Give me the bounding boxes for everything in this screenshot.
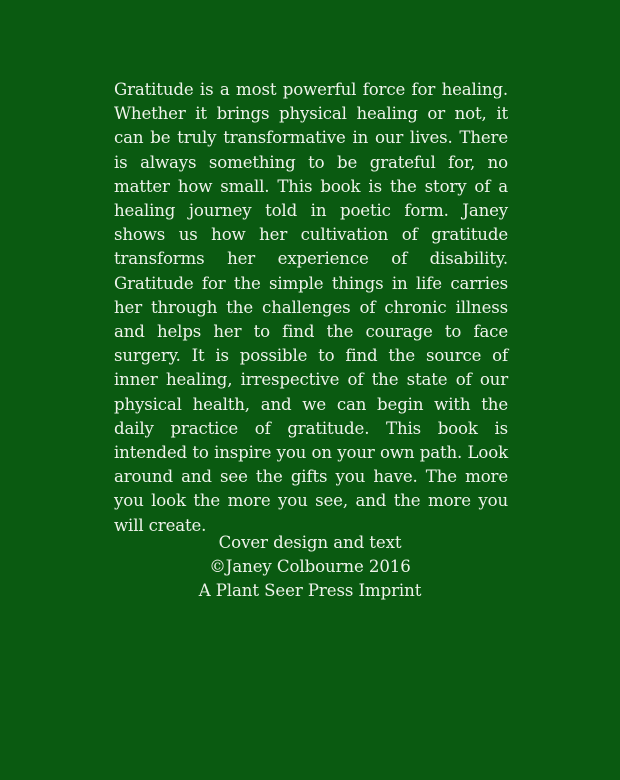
blurb-paragraph: Gratitude is a most powerful force for healing. Whether it brings physical healing or not, it can be truly transformative in our lives. There is always something to be grateful for, no matter how small. This book is the story of a healing journey told in poetic form. Janey shows us how her cultivation of gratitude transforms her experience of disability. Gratitude for the simple things in life carries her through the challenges of chronic illness and helps her to find the courage to face surgery. It is possible to find the source of inner healing, irrespective of the state of our physical health, and we can begin with the daily practice of gratitude. This book is intended to inspire you on your own path. Look around and see the gifts you have. The more you look the more you see, and the more you will create. bbox=[114, 80, 508, 535]
credits-block bbox=[0, 531, 620, 604]
credit-cover-design: Cover design and text bbox=[218, 533, 402, 552]
credit-copyright: ©Janey Colbourne 2016 bbox=[209, 557, 411, 577]
credit-imprint: A Plant Seer Press Imprint bbox=[198, 581, 422, 601]
